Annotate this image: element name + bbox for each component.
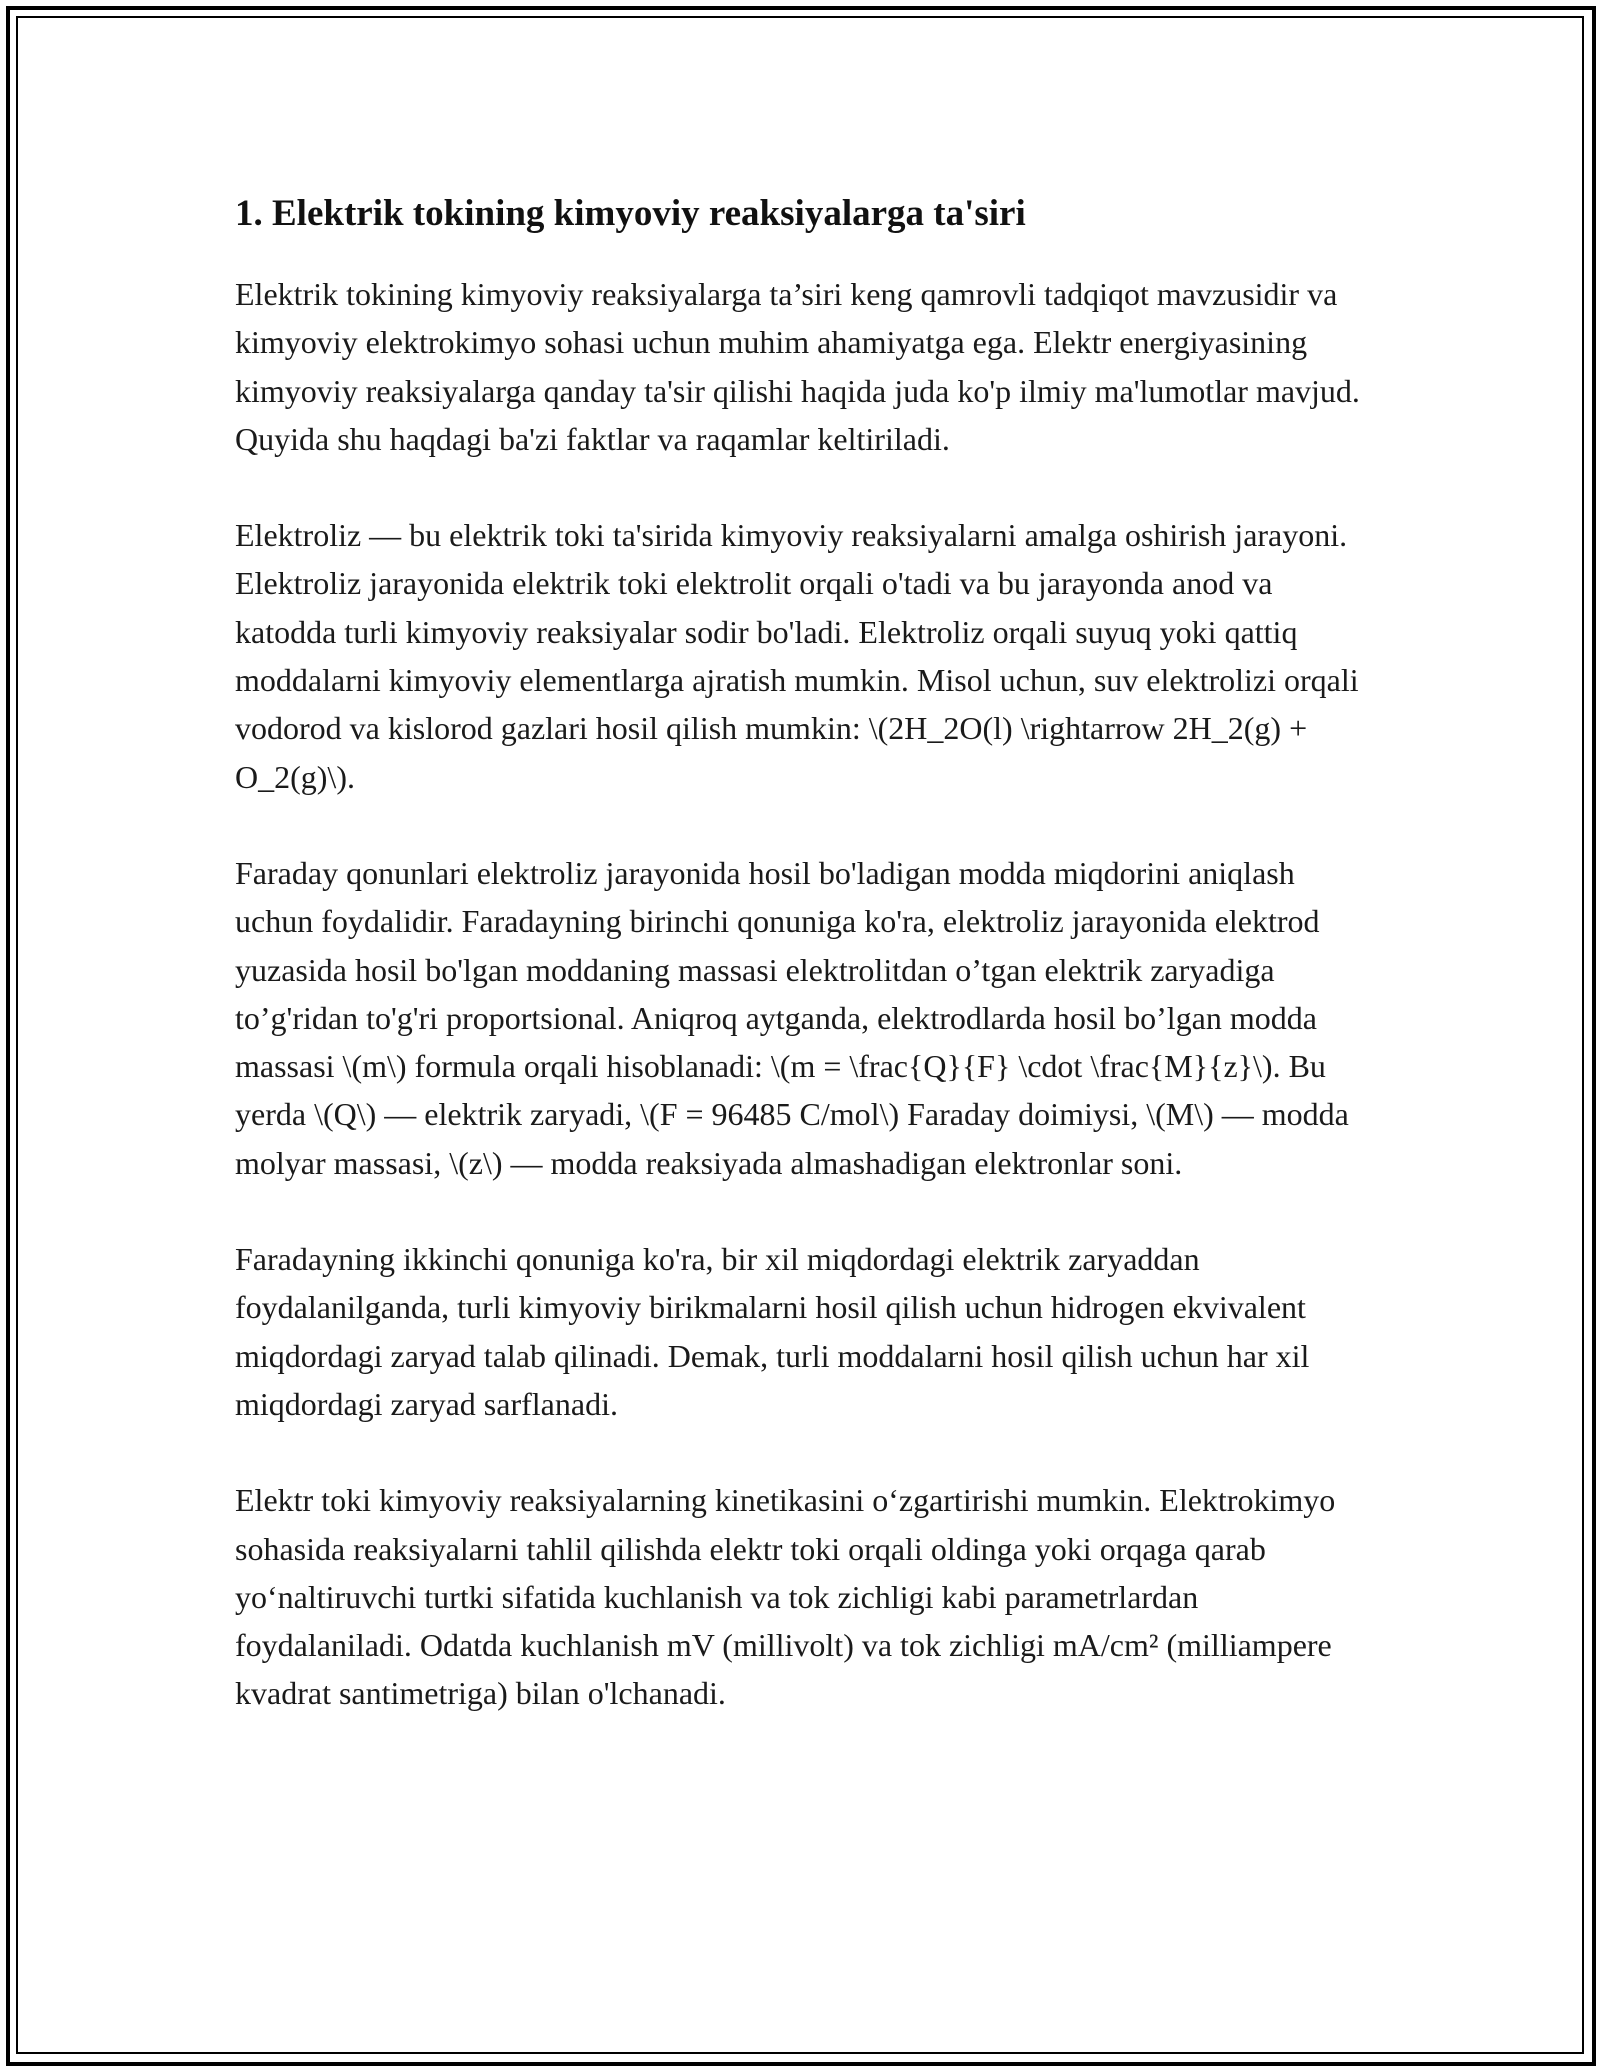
- paragraph-intro: Elektrik tokining kimyoviy reaksiyalarga ta’siri keng qamrovli tadqiqot mavzusidir va kimyoviy elektrokimyo sohasi uchun muhim ahamiyatga ega. Elektr energiyasining kimyoviy reaksiyalarga qanday ta'sir qilishi haqida juda ko'p ilmiy ma'lumotlar mavjud. Quyida shu haqdagi ba'zi faktlar va raqamlar keltiriladi.: [235, 276, 1360, 457]
- section-heading: 1. Elektrik tokining kimyoviy reaksiyalarga ta'siri: [235, 193, 1026, 234]
- paragraph-faraday-first-law: Faraday qonunlari elektroliz jarayonida hosil bo'ladigan modda miqdorini aniqlash uchun foydalidir. Faradayning birinchi qonuniga ko'ra, elektroliz jarayonida elektrod yuzasida hosil bo'lgan moddaning massasi elektrolitdan o’tgan elektrik zaryadiga to’g'ridan to'g'ri proportsional. Aniqroq aytganda, elektrodlarda hosil bo’lgan modda massasi \(m\) formula orqali hisoblanadi: \(m = \frac{Q}{F} \cdot \frac{M}{z}\). Bu yerda \(Q\) — elektrik zaryadi, \(F = 96485 C/mol\) Faraday doimiysi, \(M\) — modda molyar massasi, \(z\) — modda reaksiyada almashadigan elektronlar soni.: [235, 854, 1349, 1181]
- paragraph-kinetics: Elektr toki kimyoviy reaksiyalarning kinetikasini o‘zgartirishi mumkin. Elektrokimyo sohasida reaksiyalarni tahlil qilishda elektr toki orqali oldinga yoki orqaga qarab yo‘naltiruvchi turtki sifatida kuchlanish va tok zichligi kabi parametrlardan foydalaniladi. Odatda kuchlanish mV (millivolt) va tok zichligi mA/cm² (milliampere kvadrat santimetriga) bilan o'lchanadi.: [235, 1482, 1336, 1712]
- paragraph-electrolysis: Elektroliz — bu elektrik toki ta'sirida kimyoviy reaksiyalarni amalga oshirish jarayoni. Elektroliz jarayonida elektrik toki elektrolit orqali o'tadi va bu jarayonda anod va katodda turli kimyoviy reaksiyalar sodir bo'ladi. Elektroliz orqali suyuq yoki qattiq moddalarni kimyoviy elementlarga ajratish mumkin. Misol uchun, suv elektrolizi orqali vodorod va kislorod gazlari hosil qilish mumkin: \(2H_2O(l) \rightarrow 2H_2(g) + O_2(g)\).: [235, 517, 1359, 795]
- document-body: [235, 188, 1380, 1766]
- paragraph-faraday-second-law: Faradayning ikkinchi qonuniga ko'ra, bir xil miqdordagi elektrik zaryaddan foydalanilganda, turli kimyoviy birikmalarni hosil qilish uchun hidrogen ekvivalent miqdordagi zaryad talab qilinadi. Demak, turli moddalarni hosil qilish uchun har xil miqdordagi zaryad sarflanadi.: [235, 1241, 1310, 1422]
